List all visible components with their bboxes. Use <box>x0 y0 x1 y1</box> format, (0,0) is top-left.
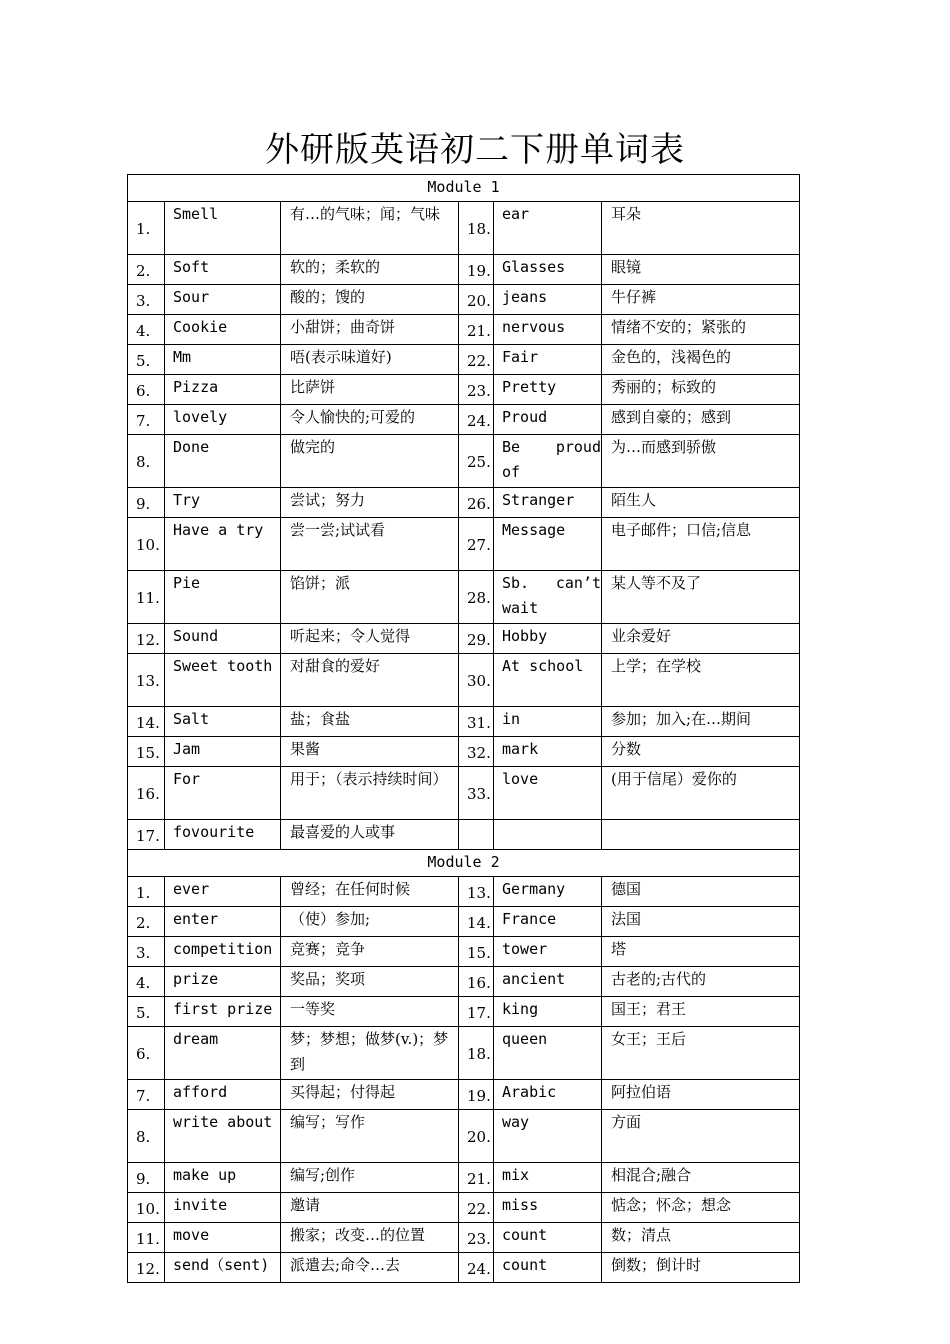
table-row <box>128 315 800 345</box>
table-row <box>128 285 800 315</box>
entry-word: Salt <box>165 707 281 737</box>
entry-meaning: 令人愉快的;可爱的 <box>281 405 459 435</box>
entry-word: tower <box>494 937 602 967</box>
entry-number: 20. <box>459 285 494 315</box>
entry-word: Message <box>494 518 602 571</box>
entry-number: 26. <box>459 488 494 518</box>
entry-word: miss <box>494 1193 602 1223</box>
entry-meaning: 相混合;融合 <box>602 1163 800 1193</box>
entry-number: 23. <box>459 1223 494 1253</box>
table-row <box>128 1110 800 1163</box>
entry-word: love <box>494 767 602 820</box>
entry-word: jeans <box>494 285 602 315</box>
entry-number: 17. <box>128 820 165 850</box>
entry-meaning: 参加；加入;在…期间 <box>602 707 800 737</box>
entry-number: 21. <box>459 1163 494 1193</box>
entry-meaning: 用于；（表示持续时间） <box>281 767 459 820</box>
entry-number: 3. <box>128 285 165 315</box>
entry-meaning: 倒数；倒计时 <box>602 1253 800 1283</box>
entry-number: 4. <box>128 967 165 997</box>
entry-word: Pizza <box>165 375 281 405</box>
entry-number: 1. <box>128 202 165 255</box>
entry-meaning: 法国 <box>602 907 800 937</box>
vocabulary-table-body <box>128 175 800 1283</box>
entry-word: in <box>494 707 602 737</box>
entry-meaning: 唔(表示味道好) <box>281 345 459 375</box>
entry-meaning: 有…的气味；闻；气味 <box>281 202 459 255</box>
entry-meaning: 做完的 <box>281 435 459 488</box>
entry-word: way <box>494 1110 602 1163</box>
entry-meaning: 小甜饼；曲奇饼 <box>281 315 459 345</box>
entry-word: mark <box>494 737 602 767</box>
entry-number: 8. <box>128 435 165 488</box>
entry-word: send（sent) <box>165 1253 281 1283</box>
entry-number: 14. <box>128 707 165 737</box>
table-row <box>128 877 800 907</box>
entry-meaning: 竞赛；竞争 <box>281 937 459 967</box>
entry-word: Hobby <box>494 624 602 654</box>
entry-number: 10. <box>128 518 165 571</box>
entry-word: lovely <box>165 405 281 435</box>
entry-meaning: 比萨饼 <box>281 375 459 405</box>
entry-number: 27. <box>459 518 494 571</box>
entry-meaning: 情绪不安的；紧张的 <box>602 315 800 345</box>
entry-meaning: 上学；在学校 <box>602 654 800 707</box>
entry-meaning: 金色的，浅褐色的 <box>602 345 800 375</box>
entry-number: 20. <box>459 1110 494 1163</box>
entry-number: 9. <box>128 488 165 518</box>
entry-number: 9. <box>128 1163 165 1193</box>
entry-meaning: 电子邮件；口信;信息 <box>602 518 800 571</box>
entry-meaning: 一等奖 <box>281 997 459 1027</box>
entry-number: 17. <box>459 997 494 1027</box>
table-row <box>128 1223 800 1253</box>
table-row <box>128 820 800 850</box>
entry-number: 14. <box>459 907 494 937</box>
table-row <box>128 624 800 654</box>
entry-word: prize <box>165 967 281 997</box>
table-row <box>128 937 800 967</box>
entry-number: 19. <box>459 1080 494 1110</box>
entry-meaning: 女王；王后 <box>602 1027 800 1080</box>
entry-word: Sound <box>165 624 281 654</box>
entry-word: write about <box>165 1110 281 1163</box>
entry-word: Cookie <box>165 315 281 345</box>
table-row <box>128 654 800 707</box>
table-row <box>128 435 800 488</box>
table-row <box>128 571 800 624</box>
entry-word: For <box>165 767 281 820</box>
entry-number: 21. <box>459 315 494 345</box>
entry-word: Be proud of <box>494 435 602 488</box>
entry-meaning: 酸的；馊的 <box>281 285 459 315</box>
entry-number: 22. <box>459 1193 494 1223</box>
entry-meaning: （使）参加; <box>281 907 459 937</box>
entry-meaning: 陌生人 <box>602 488 800 518</box>
entry-word <box>494 820 602 850</box>
entry-meaning: 听起来；令人觉得 <box>281 624 459 654</box>
entry-word: count <box>494 1253 602 1283</box>
entry-number: 24. <box>459 405 494 435</box>
page-title: 外研版英语初二下册单词表 <box>265 130 685 170</box>
entry-word: Have a try <box>165 518 281 571</box>
entry-meaning: 尝一尝;试试看 <box>281 518 459 571</box>
entry-number: 19. <box>459 255 494 285</box>
entry-meaning: 耳朵 <box>602 202 800 255</box>
entry-word: France <box>494 907 602 937</box>
entry-meaning: 方面 <box>602 1110 800 1163</box>
table-row <box>128 967 800 997</box>
entry-word: count <box>494 1223 602 1253</box>
entry-word: Stranger <box>494 488 602 518</box>
entry-word: queen <box>494 1027 602 1080</box>
entry-meaning: 搬家；改变…的位置 <box>281 1223 459 1253</box>
entry-number: 5. <box>128 997 165 1027</box>
entry-meaning: 牛仔裤 <box>602 285 800 315</box>
entry-word: ancient <box>494 967 602 997</box>
entry-number: 24. <box>459 1253 494 1283</box>
entry-number: 4. <box>128 315 165 345</box>
entry-word: afford <box>165 1080 281 1110</box>
entry-number: 8. <box>128 1110 165 1163</box>
entry-number: 15. <box>128 737 165 767</box>
entry-meaning: 尝试；努力 <box>281 488 459 518</box>
entry-word: invite <box>165 1193 281 1223</box>
entry-word: Sb. can’t wait <box>494 571 602 624</box>
table-row <box>128 202 800 255</box>
entry-number: 2. <box>128 255 165 285</box>
entry-number: 15. <box>459 937 494 967</box>
table-row <box>128 1193 800 1223</box>
entry-word: Try <box>165 488 281 518</box>
entry-word: ever <box>165 877 281 907</box>
entry-meaning: 软的；柔软的 <box>281 255 459 285</box>
entry-word: Mm <box>165 345 281 375</box>
table-row <box>128 255 800 285</box>
entry-number: 11. <box>128 1223 165 1253</box>
entry-meaning: 分数 <box>602 737 800 767</box>
entry-meaning: 国王；君王 <box>602 997 800 1027</box>
entry-word: Pie <box>165 571 281 624</box>
entry-word: make up <box>165 1163 281 1193</box>
entry-number: 16. <box>459 967 494 997</box>
entry-word: Arabic <box>494 1080 602 1110</box>
entry-word: fovourite <box>165 820 281 850</box>
entry-meaning: 曾经；在任何时候 <box>281 877 459 907</box>
entry-number <box>459 820 494 850</box>
entry-number: 1. <box>128 877 165 907</box>
table-row <box>128 707 800 737</box>
entry-meaning: 德国 <box>602 877 800 907</box>
entry-meaning: 买得起；付得起 <box>281 1080 459 1110</box>
entry-meaning: 邀请 <box>281 1193 459 1223</box>
entry-word: mix <box>494 1163 602 1193</box>
table-row <box>128 518 800 571</box>
entry-word: king <box>494 997 602 1027</box>
entry-number: 12. <box>128 1253 165 1283</box>
table-row <box>128 1080 800 1110</box>
table-row <box>128 1253 800 1283</box>
module-header-row <box>128 850 800 877</box>
entry-meaning: 馅饼；派 <box>281 571 459 624</box>
entry-number: 12. <box>128 624 165 654</box>
entry-number: 3. <box>128 937 165 967</box>
entry-number: 18. <box>459 202 494 255</box>
entry-meaning: 派遣去;命令…去 <box>281 1253 459 1283</box>
entry-number: 25. <box>459 435 494 488</box>
entry-word: Jam <box>165 737 281 767</box>
entry-word: Glasses <box>494 255 602 285</box>
entry-meaning: 数；清点 <box>602 1223 800 1253</box>
module-title: Module 2 <box>128 850 800 877</box>
entry-meaning: 古老的;古代的 <box>602 967 800 997</box>
entry-number: 13. <box>459 877 494 907</box>
table-row <box>128 737 800 767</box>
entry-number: 6. <box>128 1027 165 1080</box>
table-row <box>128 1027 800 1080</box>
table-row <box>128 345 800 375</box>
entry-word: Sour <box>165 285 281 315</box>
module-header-row <box>128 175 800 202</box>
table-row <box>128 405 800 435</box>
entry-word: Fair <box>494 345 602 375</box>
entry-number: 2. <box>128 907 165 937</box>
entry-meaning: 编写;创作 <box>281 1163 459 1193</box>
entry-number: 32. <box>459 737 494 767</box>
entry-number: 7. <box>128 1080 165 1110</box>
vocabulary-table <box>127 174 800 1283</box>
entry-meaning: 最喜爱的人或事 <box>281 820 459 850</box>
entry-meaning: 惦念；怀念；想念 <box>602 1193 800 1223</box>
entry-number: 13. <box>128 654 165 707</box>
entry-meaning: 某人等不及了 <box>602 571 800 624</box>
entry-meaning <box>602 820 800 850</box>
entry-number: 6. <box>128 375 165 405</box>
module-title: Module 1 <box>128 175 800 202</box>
entry-word: Smell <box>165 202 281 255</box>
entry-word: ear <box>494 202 602 255</box>
table-row <box>128 997 800 1027</box>
entry-word: Pretty <box>494 375 602 405</box>
entry-meaning: 业余爱好 <box>602 624 800 654</box>
entry-meaning: 秀丽的；标致的 <box>602 375 800 405</box>
entry-meaning: 感到自豪的；感到 <box>602 405 800 435</box>
entry-meaning: 编写；写作 <box>281 1110 459 1163</box>
entry-number: 7. <box>128 405 165 435</box>
entry-number: 31. <box>459 707 494 737</box>
table-row <box>128 1163 800 1193</box>
entry-word: Sweet tooth <box>165 654 281 707</box>
entry-number: 23. <box>459 375 494 405</box>
table-row <box>128 767 800 820</box>
entry-number: 11. <box>128 571 165 624</box>
entry-word: first prize <box>165 997 281 1027</box>
entry-meaning: 果酱 <box>281 737 459 767</box>
entry-word: enter <box>165 907 281 937</box>
entry-meaning: 阿拉伯语 <box>602 1080 800 1110</box>
entry-word: competition <box>165 937 281 967</box>
table-row <box>128 375 800 405</box>
entry-meaning: 奖品；奖项 <box>281 967 459 997</box>
entry-number: 30. <box>459 654 494 707</box>
entry-number: 10. <box>128 1193 165 1223</box>
entry-word: Done <box>165 435 281 488</box>
entry-word: move <box>165 1223 281 1253</box>
entry-word: nervous <box>494 315 602 345</box>
entry-meaning: 塔 <box>602 937 800 967</box>
entry-word: Soft <box>165 255 281 285</box>
entry-number: 28. <box>459 571 494 624</box>
entry-word: At school <box>494 654 602 707</box>
entry-number: 16. <box>128 767 165 820</box>
entry-word: Germany <box>494 877 602 907</box>
entry-number: 22. <box>459 345 494 375</box>
entry-number: 29. <box>459 624 494 654</box>
table-row <box>128 488 800 518</box>
entry-meaning: 为…而感到骄傲 <box>602 435 800 488</box>
entry-number: 33. <box>459 767 494 820</box>
entry-number: 18. <box>459 1027 494 1080</box>
entry-meaning: 对甜食的爱好 <box>281 654 459 707</box>
entry-meaning: 眼镜 <box>602 255 800 285</box>
entry-number: 5. <box>128 345 165 375</box>
table-row <box>128 907 800 937</box>
entry-meaning: 盐；食盐 <box>281 707 459 737</box>
entry-word: Proud <box>494 405 602 435</box>
entry-meaning: (用于信尾）爱你的 <box>602 767 800 820</box>
entry-word: dream <box>165 1027 281 1080</box>
entry-meaning: 梦；梦想；做梦(v.)；梦到 <box>281 1027 459 1080</box>
